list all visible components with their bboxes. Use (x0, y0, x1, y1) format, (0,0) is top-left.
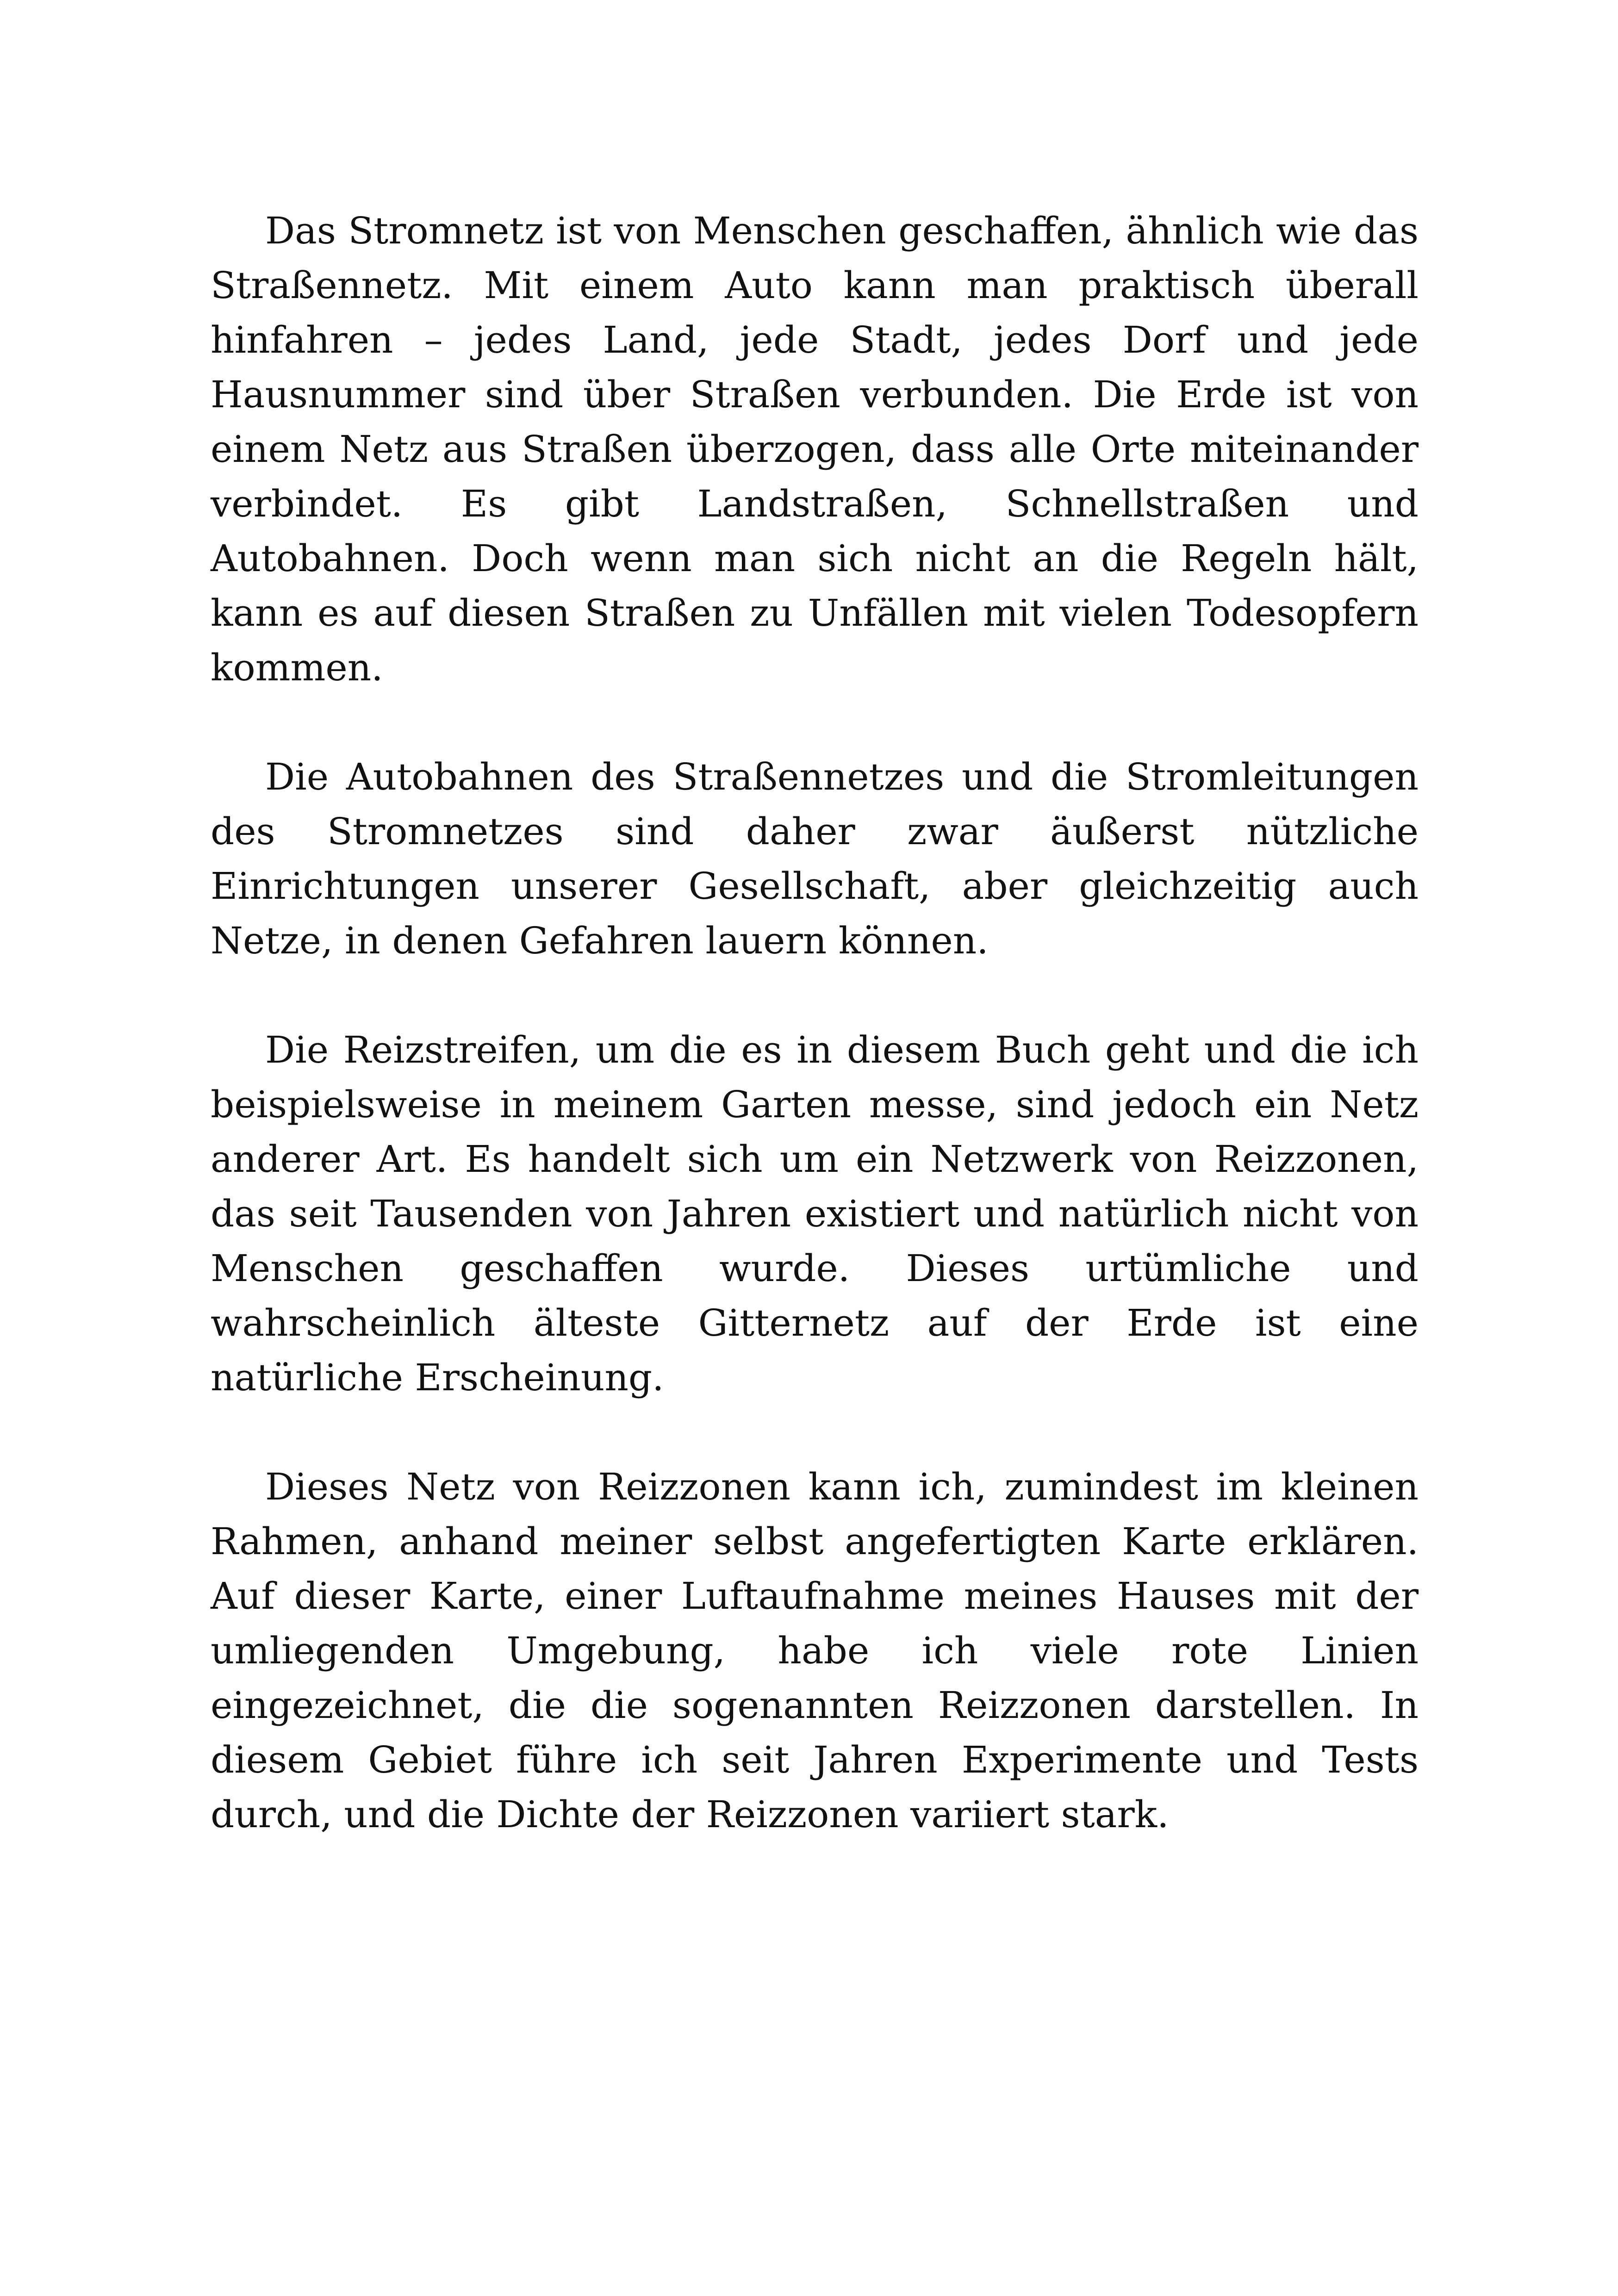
paragraph-stromnetz: Das Stromnetz ist von Menschen geschaffen, ähnlich wie das Straßennetz. Mit einem Auto kann man praktisch überall hinfahren – jedes Land, jede Stadt, jedes Dorf und jede Hausnummer sind über Straßen verbunden. Die Erde ist von einem Netz aus Straßen überzogen, dass alle Orte miteinander verbindet. Es gibt Landstraßen, Schnellstraßen und Autobahnen. Doch wenn man sich nicht an die Regeln hält, kann es auf diesen Straßen zu Unfällen mit vielen Todesopfern kommen. (211, 209, 1419, 689)
paragraph-reizstreifen: Die Reizstreifen, um die es in diesem Buch geht und die ich beispielsweise in meinem Garten messe, sind jedoch ein Netz anderer Art. Es handelt sich um ein Netzwerk von Reizzonen, das seit Tausenden von Jahren existiert und natürlich nicht von Menschen geschaffen wurde. Dieses urtümliche und wahrscheinlich älteste Gitternetz auf der Erde ist eine natürliche Erscheinung. (211, 1028, 1419, 1399)
paragraph-autobahnen: Die Autobahnen des Straßennetzes und die Stromleitungen des Stromnetzes sind daher zwar äußerst nützliche Einrichtungen unserer Gesellschaft, aber gleichzeitig auch Netze, in denen Gefahren lauern können. (211, 755, 1419, 962)
paragraph-reizzonen-karte: Dieses Netz von Reizzonen kann ich, zumindest im kleinen Rahmen, anhand meiner selbst angefertigten Karte erklären. Auf dieser Karte, einer Luftaufnahme meines Hauses mit der umliegenden Umgebung, habe ich viele rote Linien eingezeichnet, die die sogenannten Reizzonen darstellen. In diesem Gebiet führe ich seit Jahren Experimente und Tests durch, und die Dichte der Reizzonen variiert stark. (211, 1465, 1419, 1836)
body-text (211, 204, 1419, 1897)
